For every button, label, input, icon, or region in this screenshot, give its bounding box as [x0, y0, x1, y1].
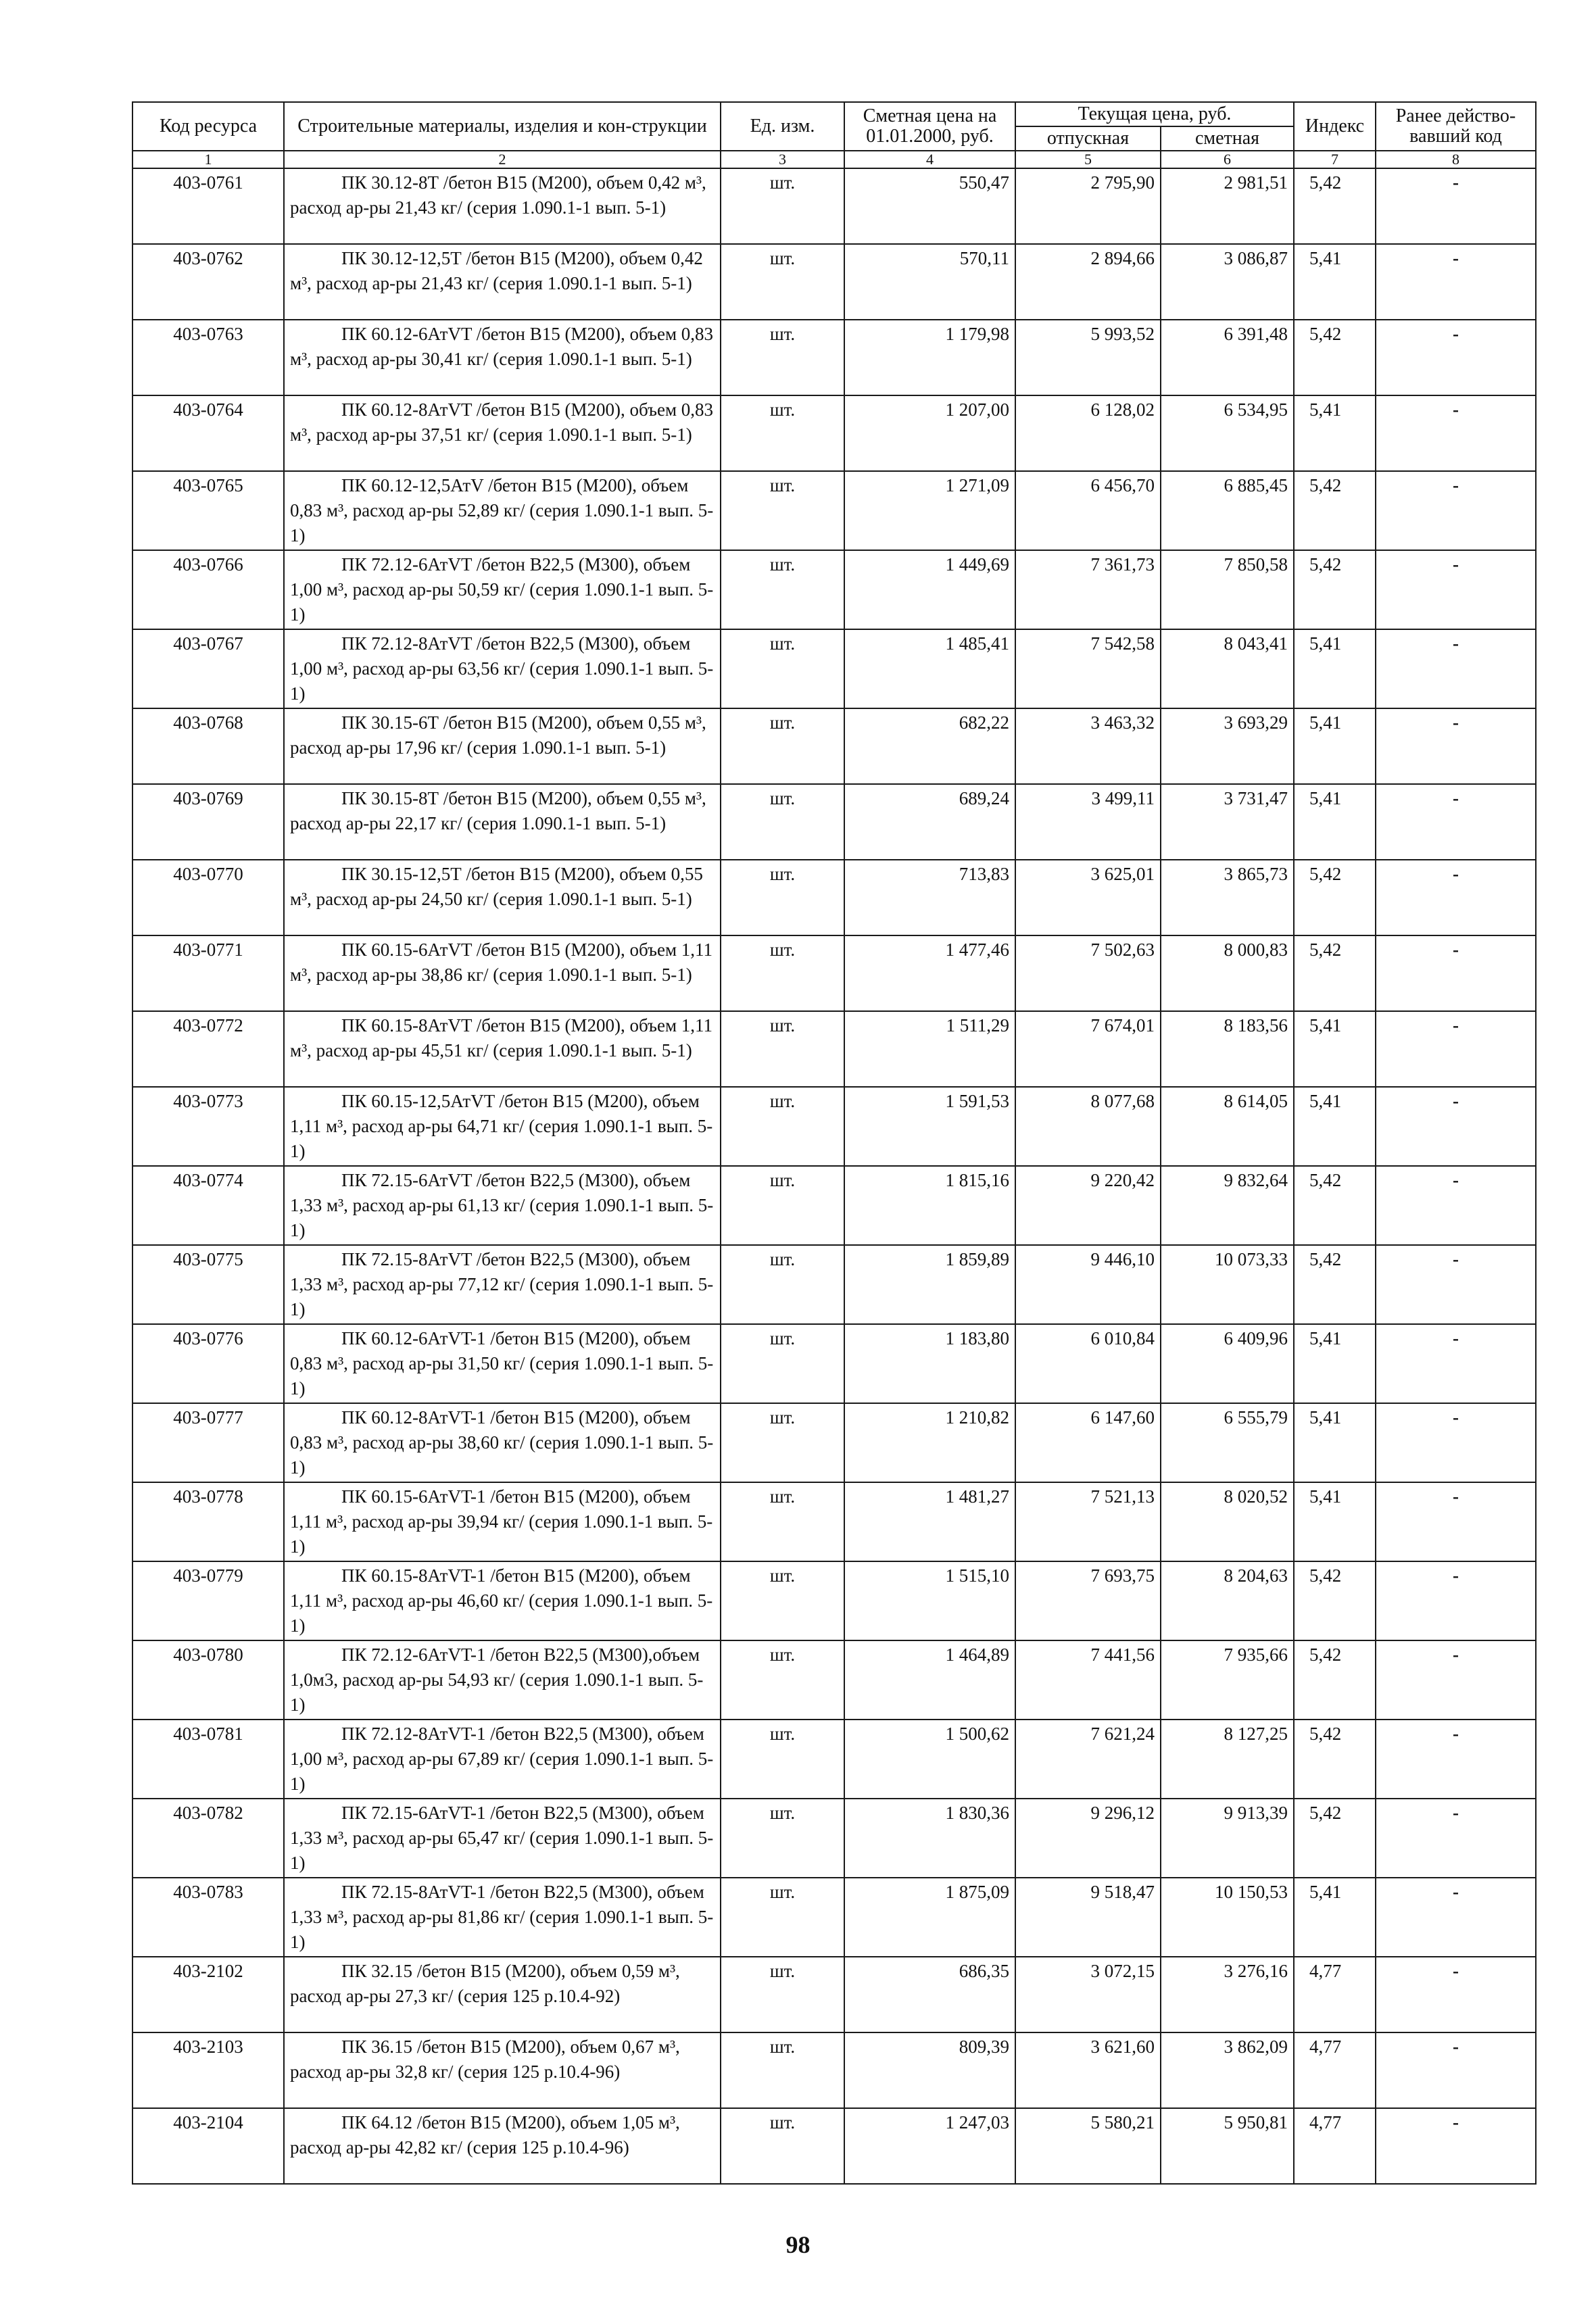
resource-code: 403-0774 [132, 1166, 284, 1245]
table-row [132, 860, 1536, 935]
resource-code: 403-0775 [132, 1245, 284, 1324]
material-description: ПК 60.12-12,5АтV /бетон В15 (М200), объем 0,83 м³, расход ар-ры 52,89 кг/ (серия 1.090.1-1 вып. 5-1) [284, 471, 721, 550]
material-description: ПК 60.15-6АтVT /бетон В15 (М200), объем 1,11 м³, расход ар-ры 38,86 кг/ (серия 1.090.1-1 вып. 5-1) [284, 935, 721, 1011]
previous-code: - [1376, 168, 1536, 244]
material-description: ПК 60.12-8АтVT-1 /бетон В15 (М200), объем 0,83 м³, расход ар-ры 38,60 кг/ (серия 1.090.1-1 вып. 5-1) [284, 1403, 721, 1482]
previous-code: - [1376, 1011, 1536, 1087]
base-price: 1 481,27 [844, 1482, 1015, 1561]
release-price: 9 296,12 [1015, 1799, 1161, 1878]
unit-of-measure: шт. [721, 1011, 844, 1087]
base-price: 1 247,03 [844, 2108, 1015, 2184]
unit-of-measure: шт. [721, 1561, 844, 1640]
base-price: 1 500,62 [844, 1720, 1015, 1799]
unit-of-measure: шт. [721, 784, 844, 860]
estimate-price: 6 555,79 [1161, 1403, 1294, 1482]
table-row [132, 320, 1536, 395]
table-row [132, 1720, 1536, 1799]
previous-code: - [1376, 784, 1536, 860]
table-row [132, 550, 1536, 629]
estimate-price: 3 731,47 [1161, 784, 1294, 860]
estimate-price: 8 043,41 [1161, 629, 1294, 708]
table-row [132, 1245, 1536, 1324]
resource-code: 403-0769 [132, 784, 284, 860]
resource-code: 403-0780 [132, 1640, 284, 1720]
unit-of-measure: шт. [721, 1799, 844, 1878]
resource-code: 403-0770 [132, 860, 284, 935]
estimate-price: 8 127,25 [1161, 1720, 1294, 1799]
previous-code: - [1376, 1561, 1536, 1640]
resource-code: 403-0767 [132, 629, 284, 708]
price-index: 4,77 [1294, 1957, 1376, 2032]
table-row [132, 1561, 1536, 1640]
header-index: Индекс [1294, 102, 1376, 151]
price-index: 5,42 [1294, 1245, 1376, 1324]
unit-of-measure: шт. [721, 2032, 844, 2108]
previous-code: - [1376, 1878, 1536, 1957]
material-description: ПК 36.15 /бетон В15 (М200), объем 0,67 м³, расход ар-ры 32,8 кг/ (серия 125 р.10.4-96) [284, 2032, 721, 2108]
release-price: 6 147,60 [1015, 1403, 1161, 1482]
column-number: 1 [132, 151, 284, 168]
header-release-price: отпускная [1015, 126, 1161, 151]
unit-of-measure: шт. [721, 2108, 844, 2184]
base-price: 1 183,80 [844, 1324, 1015, 1403]
release-price: 7 542,58 [1015, 629, 1161, 708]
column-number: 4 [844, 151, 1015, 168]
table-header [132, 102, 1536, 168]
column-number: 8 [1376, 151, 1536, 168]
table-row [132, 168, 1536, 244]
material-description: ПК 72.15-6АтVT-1 /бетон В22,5 (М300), объем 1,33 м³, расход ар-ры 65,47 кг/ (серия 1.090.1-1 вып. 5-1) [284, 1799, 721, 1878]
price-sheet [132, 101, 1535, 2185]
resource-code: 403-0781 [132, 1720, 284, 1799]
column-number-row [132, 151, 1536, 168]
price-index: 5,42 [1294, 1640, 1376, 1720]
base-price: 1 515,10 [844, 1561, 1015, 1640]
price-index: 5,41 [1294, 708, 1376, 784]
previous-code: - [1376, 471, 1536, 550]
estimate-price: 3 865,73 [1161, 860, 1294, 935]
base-price: 682,22 [844, 708, 1015, 784]
price-index: 5,42 [1294, 935, 1376, 1011]
resource-code: 403-0779 [132, 1561, 284, 1640]
table-row [132, 1799, 1536, 1878]
price-index: 5,41 [1294, 1482, 1376, 1561]
table-row [132, 1482, 1536, 1561]
header-base-price: Сметная цена на 01.01.2000, руб. [844, 102, 1015, 151]
material-description: ПК 72.12-8АтVT-1 /бетон В22,5 (М300), объем 1,00 м³, расход ар-ры 67,89 кг/ (серия 1.090.1-1 вып. 5-1) [284, 1720, 721, 1799]
release-price: 7 674,01 [1015, 1011, 1161, 1087]
estimate-price: 3 862,09 [1161, 2032, 1294, 2108]
resource-code: 403-0764 [132, 395, 284, 471]
table-row [132, 1640, 1536, 1720]
release-price: 3 463,32 [1015, 708, 1161, 784]
table-row [132, 1403, 1536, 1482]
resource-code: 403-0763 [132, 320, 284, 395]
release-price: 9 518,47 [1015, 1878, 1161, 1957]
material-description: ПК 30.12-8Т /бетон В15 (М200), объем 0,42 м³, расход ар-ры 21,43 кг/ (серия 1.090.1-1 вып. 5-1) [284, 168, 721, 244]
resource-code: 403-2104 [132, 2108, 284, 2184]
estimate-price: 10 073,33 [1161, 1245, 1294, 1324]
estimate-price: 8 614,05 [1161, 1087, 1294, 1166]
material-description: ПК 30.15-8Т /бетон В15 (М200), объем 0,55 м³, расход ар-ры 22,17 кг/ (серия 1.090.1-1 вып. 5-1) [284, 784, 721, 860]
unit-of-measure: шт. [721, 320, 844, 395]
table-row [132, 935, 1536, 1011]
material-description: ПК 60.12-6АтVT /бетон В15 (М200), объем 0,83 м³, расход ар-ры 30,41 кг/ (серия 1.090.1-1 вып. 5-1) [284, 320, 721, 395]
previous-code: - [1376, 629, 1536, 708]
unit-of-measure: шт. [721, 1878, 844, 1957]
previous-code: - [1376, 1720, 1536, 1799]
price-index: 5,41 [1294, 1011, 1376, 1087]
header-unit: Ед. изм. [721, 102, 844, 151]
release-price: 3 621,60 [1015, 2032, 1161, 2108]
price-table [132, 101, 1537, 2185]
table-row [132, 708, 1536, 784]
material-description: ПК 64.12 /бетон В15 (М200), объем 1,05 м³, расход ар-ры 42,82 кг/ (серия 125 р.10.4-96) [284, 2108, 721, 2184]
previous-code: - [1376, 244, 1536, 320]
base-price: 1 449,69 [844, 550, 1015, 629]
resource-code: 403-0778 [132, 1482, 284, 1561]
previous-code: - [1376, 708, 1536, 784]
price-index: 5,41 [1294, 784, 1376, 860]
base-price: 570,11 [844, 244, 1015, 320]
base-price: 1 464,89 [844, 1640, 1015, 1720]
estimate-price: 9 832,64 [1161, 1166, 1294, 1245]
base-price: 809,39 [844, 2032, 1015, 2108]
table-row [132, 471, 1536, 550]
estimate-price: 6 534,95 [1161, 395, 1294, 471]
release-price: 7 521,13 [1015, 1482, 1161, 1561]
previous-code: - [1376, 320, 1536, 395]
previous-code: - [1376, 1799, 1536, 1878]
material-description: ПК 32.15 /бетон В15 (М200), объем 0,59 м³, расход ар-ры 27,3 кг/ (серия 125 р.10.4-92) [284, 1957, 721, 2032]
header-current-price: Текущая цена, руб. [1015, 102, 1294, 126]
estimate-price: 8 204,63 [1161, 1561, 1294, 1640]
base-price: 1 815,16 [844, 1166, 1015, 1245]
previous-code: - [1376, 1087, 1536, 1166]
base-price: 1 207,00 [844, 395, 1015, 471]
release-price: 6 128,02 [1015, 395, 1161, 471]
unit-of-measure: шт. [721, 629, 844, 708]
material-description: ПК 72.12-8АтVT /бетон В22,5 (М300), объем 1,00 м³, расход ар-ры 63,56 кг/ (серия 1.090.1-1 вып. 5-1) [284, 629, 721, 708]
release-price: 2 795,90 [1015, 168, 1161, 244]
resource-code: 403-0765 [132, 471, 284, 550]
price-index: 5,42 [1294, 168, 1376, 244]
estimate-price: 9 913,39 [1161, 1799, 1294, 1878]
base-price: 1 210,82 [844, 1403, 1015, 1482]
column-number: 2 [284, 151, 721, 168]
resource-code: 403-0776 [132, 1324, 284, 1403]
previous-code: - [1376, 1245, 1536, 1324]
unit-of-measure: шт. [721, 244, 844, 320]
column-number: 5 [1015, 151, 1161, 168]
page-number: 98 [785, 2231, 811, 2258]
column-number: 6 [1161, 151, 1294, 168]
estimate-price: 5 950,81 [1161, 2108, 1294, 2184]
release-price: 7 502,63 [1015, 935, 1161, 1011]
resource-code: 403-0768 [132, 708, 284, 784]
table-row [132, 1324, 1536, 1403]
resource-code: 403-0773 [132, 1087, 284, 1166]
resource-code: 403-0771 [132, 935, 284, 1011]
material-description: ПК 72.15-6АтVT /бетон В22,5 (М300), объем 1,33 м³, расход ар-ры 61,13 кг/ (серия 1.090.1-1 вып. 5-1) [284, 1166, 721, 1245]
resource-code: 403-0772 [132, 1011, 284, 1087]
resource-code: 403-0761 [132, 168, 284, 244]
resource-code: 403-0783 [132, 1878, 284, 1957]
release-price: 7 693,75 [1015, 1561, 1161, 1640]
material-description: ПК 72.12-6АтVT-1 /бетон В22,5 (М300),объем 1,0м3, расход ар-ры 54,93 кг/ (серия 1.090.1-1 вып. 5-1) [284, 1640, 721, 1720]
material-description: ПК 60.15-12,5АтVT /бетон В15 (М200), объем 1,11 м³, расход ар-ры 64,71 кг/ (серия 1.090.1-1 вып. 5-1) [284, 1087, 721, 1166]
release-price: 3 072,15 [1015, 1957, 1161, 2032]
table-row [132, 2032, 1536, 2108]
material-description: ПК 30.12-12,5Т /бетон В15 (М200), объем 0,42 м³, расход ар-ры 21,43 кг/ (серия 1.090.1-1 вып. 5-1) [284, 244, 721, 320]
header-code: Код ресурса [132, 102, 284, 151]
price-index: 5,42 [1294, 860, 1376, 935]
unit-of-measure: шт. [721, 1245, 844, 1324]
material-description: ПК 30.15-12,5Т /бетон В15 (М200), объем 0,55 м³, расход ар-ры 24,50 кг/ (серия 1.090.1-1 вып. 5-1) [284, 860, 721, 935]
table-row [132, 1957, 1536, 2032]
base-price: 1 477,46 [844, 935, 1015, 1011]
release-price: 3 625,01 [1015, 860, 1161, 935]
price-index: 5,42 [1294, 1720, 1376, 1799]
header-previous-code: Ранее действо-вавший код [1376, 102, 1536, 151]
base-price: 1 271,09 [844, 471, 1015, 550]
price-index: 5,42 [1294, 471, 1376, 550]
previous-code: - [1376, 1482, 1536, 1561]
base-price: 1 875,09 [844, 1878, 1015, 1957]
estimate-price: 3 693,29 [1161, 708, 1294, 784]
previous-code: - [1376, 1324, 1536, 1403]
estimate-price: 2 981,51 [1161, 168, 1294, 244]
base-price: 1 511,29 [844, 1011, 1015, 1087]
price-index: 5,42 [1294, 1561, 1376, 1640]
estimate-price: 6 409,96 [1161, 1324, 1294, 1403]
estimate-price: 6 391,48 [1161, 320, 1294, 395]
unit-of-measure: шт. [721, 935, 844, 1011]
resource-code: 403-2102 [132, 1957, 284, 2032]
release-price: 5 580,21 [1015, 2108, 1161, 2184]
release-price: 6 010,84 [1015, 1324, 1161, 1403]
table-row [132, 1166, 1536, 1245]
estimate-price: 3 086,87 [1161, 244, 1294, 320]
price-index: 5,41 [1294, 1878, 1376, 1957]
base-price: 686,35 [844, 1957, 1015, 2032]
unit-of-measure: шт. [721, 708, 844, 784]
base-price: 1 485,41 [844, 629, 1015, 708]
price-index: 5,41 [1294, 395, 1376, 471]
estimate-price: 3 276,16 [1161, 1957, 1294, 2032]
table-row [132, 629, 1536, 708]
unit-of-measure: шт. [721, 1324, 844, 1403]
release-price: 9 446,10 [1015, 1245, 1161, 1324]
unit-of-measure: шт. [721, 1087, 844, 1166]
table-row [132, 1878, 1536, 1957]
previous-code: - [1376, 1403, 1536, 1482]
unit-of-measure: шт. [721, 1403, 844, 1482]
unit-of-measure: шт. [721, 550, 844, 629]
estimate-price: 8 000,83 [1161, 935, 1294, 1011]
unit-of-measure: шт. [721, 860, 844, 935]
unit-of-measure: шт. [721, 471, 844, 550]
estimate-price: 7 935,66 [1161, 1640, 1294, 1720]
previous-code: - [1376, 1957, 1536, 2032]
price-index: 5,41 [1294, 244, 1376, 320]
release-price: 3 499,11 [1015, 784, 1161, 860]
previous-code: - [1376, 550, 1536, 629]
price-index: 5,42 [1294, 550, 1376, 629]
previous-code: - [1376, 860, 1536, 935]
material-description: ПК 60.15-8АтVT /бетон В15 (М200), объем 1,11 м³, расход ар-ры 45,51 кг/ (серия 1.090.1-1 вып. 5-1) [284, 1011, 721, 1087]
column-number: 3 [721, 151, 844, 168]
table-row [132, 784, 1536, 860]
material-description: ПК 60.12-6АтVT-1 /бетон В15 (М200), объем 0,83 м³, расход ар-ры 31,50 кг/ (серия 1.090.1-1 вып. 5-1) [284, 1324, 721, 1403]
previous-code: - [1376, 2108, 1536, 2184]
material-description: ПК 72.15-8АтVT-1 /бетон В22,5 (М300), объем 1,33 м³, расход ар-ры 81,86 кг/ (серия 1.090.1-1 вып. 5-1) [284, 1878, 721, 1957]
base-price: 713,83 [844, 860, 1015, 935]
previous-code: - [1376, 1640, 1536, 1720]
unit-of-measure: шт. [721, 1482, 844, 1561]
material-description: ПК 30.15-6Т /бетон В15 (М200), объем 0,55 м³, расход ар-ры 17,96 кг/ (серия 1.090.1-1 вып. 5-1) [284, 708, 721, 784]
resource-code: 403-0782 [132, 1799, 284, 1878]
release-price: 7 621,24 [1015, 1720, 1161, 1799]
table-body [132, 168, 1536, 2184]
estimate-price: 6 885,45 [1161, 471, 1294, 550]
resource-code: 403-0777 [132, 1403, 284, 1482]
price-index: 4,77 [1294, 2108, 1376, 2184]
column-number: 7 [1294, 151, 1376, 168]
resource-code: 403-0766 [132, 550, 284, 629]
previous-code: - [1376, 2032, 1536, 2108]
table-row [132, 2108, 1536, 2184]
price-index: 5,41 [1294, 1403, 1376, 1482]
estimate-price: 8 020,52 [1161, 1482, 1294, 1561]
material-description: ПК 60.15-8АтVT-1 /бетон В15 (М200), объем 1,11 м³, расход ар-ры 46,60 кг/ (серия 1.090.1-1 вып. 5-1) [284, 1561, 721, 1640]
base-price: 689,24 [844, 784, 1015, 860]
previous-code: - [1376, 395, 1536, 471]
estimate-price: 10 150,53 [1161, 1878, 1294, 1957]
unit-of-measure: шт. [721, 168, 844, 244]
material-description: ПК 60.12-8АтVT /бетон В15 (М200), объем 0,83 м³, расход ар-ры 37,51 кг/ (серия 1.090.1-1 вып. 5-1) [284, 395, 721, 471]
table-row [132, 244, 1536, 320]
price-index: 4,77 [1294, 2032, 1376, 2108]
price-index: 5,42 [1294, 1166, 1376, 1245]
table-row [132, 1011, 1536, 1087]
resource-code: 403-0762 [132, 244, 284, 320]
base-price: 1 830,36 [844, 1799, 1015, 1878]
table-row [132, 395, 1536, 471]
price-index: 5,41 [1294, 629, 1376, 708]
price-index: 5,41 [1294, 1087, 1376, 1166]
material-description: ПК 72.15-8АтVT /бетон В22,5 (М300), объем 1,33 м³, расход ар-ры 77,12 кг/ (серия 1.090.1-1 вып. 5-1) [284, 1245, 721, 1324]
previous-code: - [1376, 1166, 1536, 1245]
material-description: ПК 60.15-6АтVT-1 /бетон В15 (М200), объем 1,11 м³, расход ар-ры 39,94 кг/ (серия 1.090.1-1 вып. 5-1) [284, 1482, 721, 1561]
base-price: 1 591,53 [844, 1087, 1015, 1166]
release-price: 2 894,66 [1015, 244, 1161, 320]
release-price: 6 456,70 [1015, 471, 1161, 550]
price-index: 5,41 [1294, 1324, 1376, 1403]
unit-of-measure: шт. [721, 1640, 844, 1720]
unit-of-measure: шт. [721, 1957, 844, 2032]
previous-code: - [1376, 935, 1536, 1011]
release-price: 5 993,52 [1015, 320, 1161, 395]
base-price: 550,47 [844, 168, 1015, 244]
unit-of-measure: шт. [721, 1720, 844, 1799]
price-index: 5,42 [1294, 320, 1376, 395]
table-row [132, 1087, 1536, 1166]
header-name: Строительные материалы, изделия и кон-струкции [284, 102, 721, 151]
base-price: 1 179,98 [844, 320, 1015, 395]
price-index: 5,42 [1294, 1799, 1376, 1878]
estimate-price: 7 850,58 [1161, 550, 1294, 629]
release-price: 8 077,68 [1015, 1087, 1161, 1166]
release-price: 9 220,42 [1015, 1166, 1161, 1245]
base-price: 1 859,89 [844, 1245, 1015, 1324]
unit-of-measure: шт. [721, 395, 844, 471]
header-estimate-price: сметная [1161, 126, 1294, 151]
estimate-price: 8 183,56 [1161, 1011, 1294, 1087]
release-price: 7 361,73 [1015, 550, 1161, 629]
unit-of-measure: шт. [721, 1166, 844, 1245]
resource-code: 403-2103 [132, 2032, 284, 2108]
release-price: 7 441,56 [1015, 1640, 1161, 1720]
material-description: ПК 72.12-6АтVT /бетон В22,5 (М300), объем 1,00 м³, расход ар-ры 50,59 кг/ (серия 1.090.1-1 вып. 5-1) [284, 550, 721, 629]
